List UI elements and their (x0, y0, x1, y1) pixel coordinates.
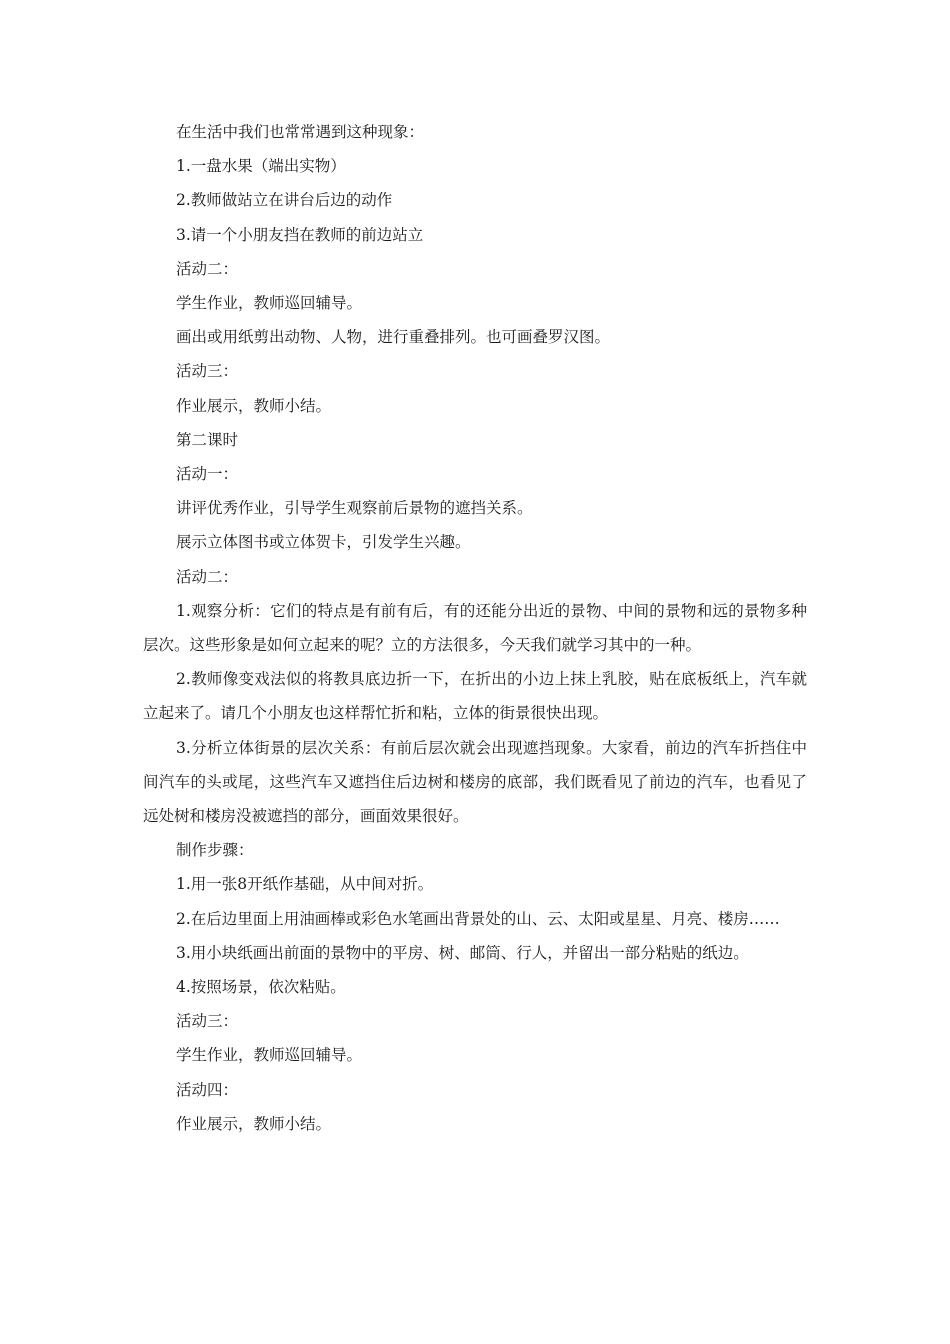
paragraph-item-1: 1.一盘水果（端出实物） (176, 157, 346, 176)
paragraph-popup-books: 展示立体图书或立体贺卡，引发学生兴趣。 (176, 533, 471, 552)
heading-activity-4: 活动四： (176, 1080, 239, 1099)
paragraph-analysis-1: 1.观察分析：它们的特点是有前有后，有的还能分出近的景物、中间的景物和远的景物多种层次。这些形象是如何立起来的呢？立的方法很多，今天我们就学习其中的一种。 (143, 601, 807, 655)
heading-activity-3: 活动三： (176, 362, 239, 381)
paragraph-analysis-3: 3.分析立体街景的层次关系：有前后层次就会出现遮挡现象。大家看，前边的汽车折挡住中间汽车的头或尾，这些汽车又遮挡住后边树和楼房的底部，我们既看见了前边的汽车，也看见了远处树和楼房没被遮挡的部分，画面效果很好。 (143, 738, 807, 826)
paragraph-review: 讲评优秀作业，引导学生观察前后景物的遮挡关系。 (176, 499, 533, 518)
paragraph-step-3: 3.用小块纸画出前面的景物中的平房、树、邮筒、行人，并留出一部分粘贴的纸边。 (176, 943, 749, 962)
heading-activity-2: 活动二： (176, 259, 239, 278)
paragraph-step-2: 2.在后边里面上用油画棒或彩色水笔画出背景处的山、云、太阳或星星、月亮、楼房…… (176, 909, 780, 928)
heading-activity-2b: 活动二： (176, 567, 239, 586)
paragraph-step-1: 1.用一张8开纸作基础，从中间对折。 (176, 875, 434, 894)
heading-steps: 制作步骤： (176, 841, 254, 860)
paragraph-showcase-2: 作业展示，教师小结。 (176, 1114, 332, 1133)
heading-activity-1: 活动一： (176, 465, 239, 484)
paragraph-step-4: 4.按照场景，依次粘贴。 (176, 978, 346, 997)
paragraph-intro: 在生活中我们也常常遇到这种现象： (176, 123, 425, 141)
document-body (143, 115, 807, 1141)
paragraph-showcase: 作业展示，教师小结。 (176, 396, 332, 415)
paragraph-item-2: 2.教师做站立在讲台后边的动作 (176, 191, 393, 210)
paragraph-analysis-2: 2.教师像变戏法似的将教具底边折一下，在折出的小边上抹上乳胶，贴在底板纸上，汽车就立起来了。请几个小朋友也这样帮忙折和粘，立体的街景很快出现。 (143, 670, 807, 723)
paragraph-student-work-2: 学生作业，教师巡回辅导。 (176, 1046, 363, 1065)
heading-activity-3b: 活动三： (176, 1012, 239, 1031)
heading-second-lesson: 第二课时 (176, 430, 239, 449)
paragraph-draw-animals: 画出或用纸剪出动物、人物，进行重叠排列。也可画叠罗汉图。 (176, 328, 611, 347)
paragraph-item-3: 3.请一个小朋友挡在教师的前边站立 (176, 225, 424, 244)
paragraph-student-work: 学生作业，教师巡回辅导。 (176, 294, 363, 313)
